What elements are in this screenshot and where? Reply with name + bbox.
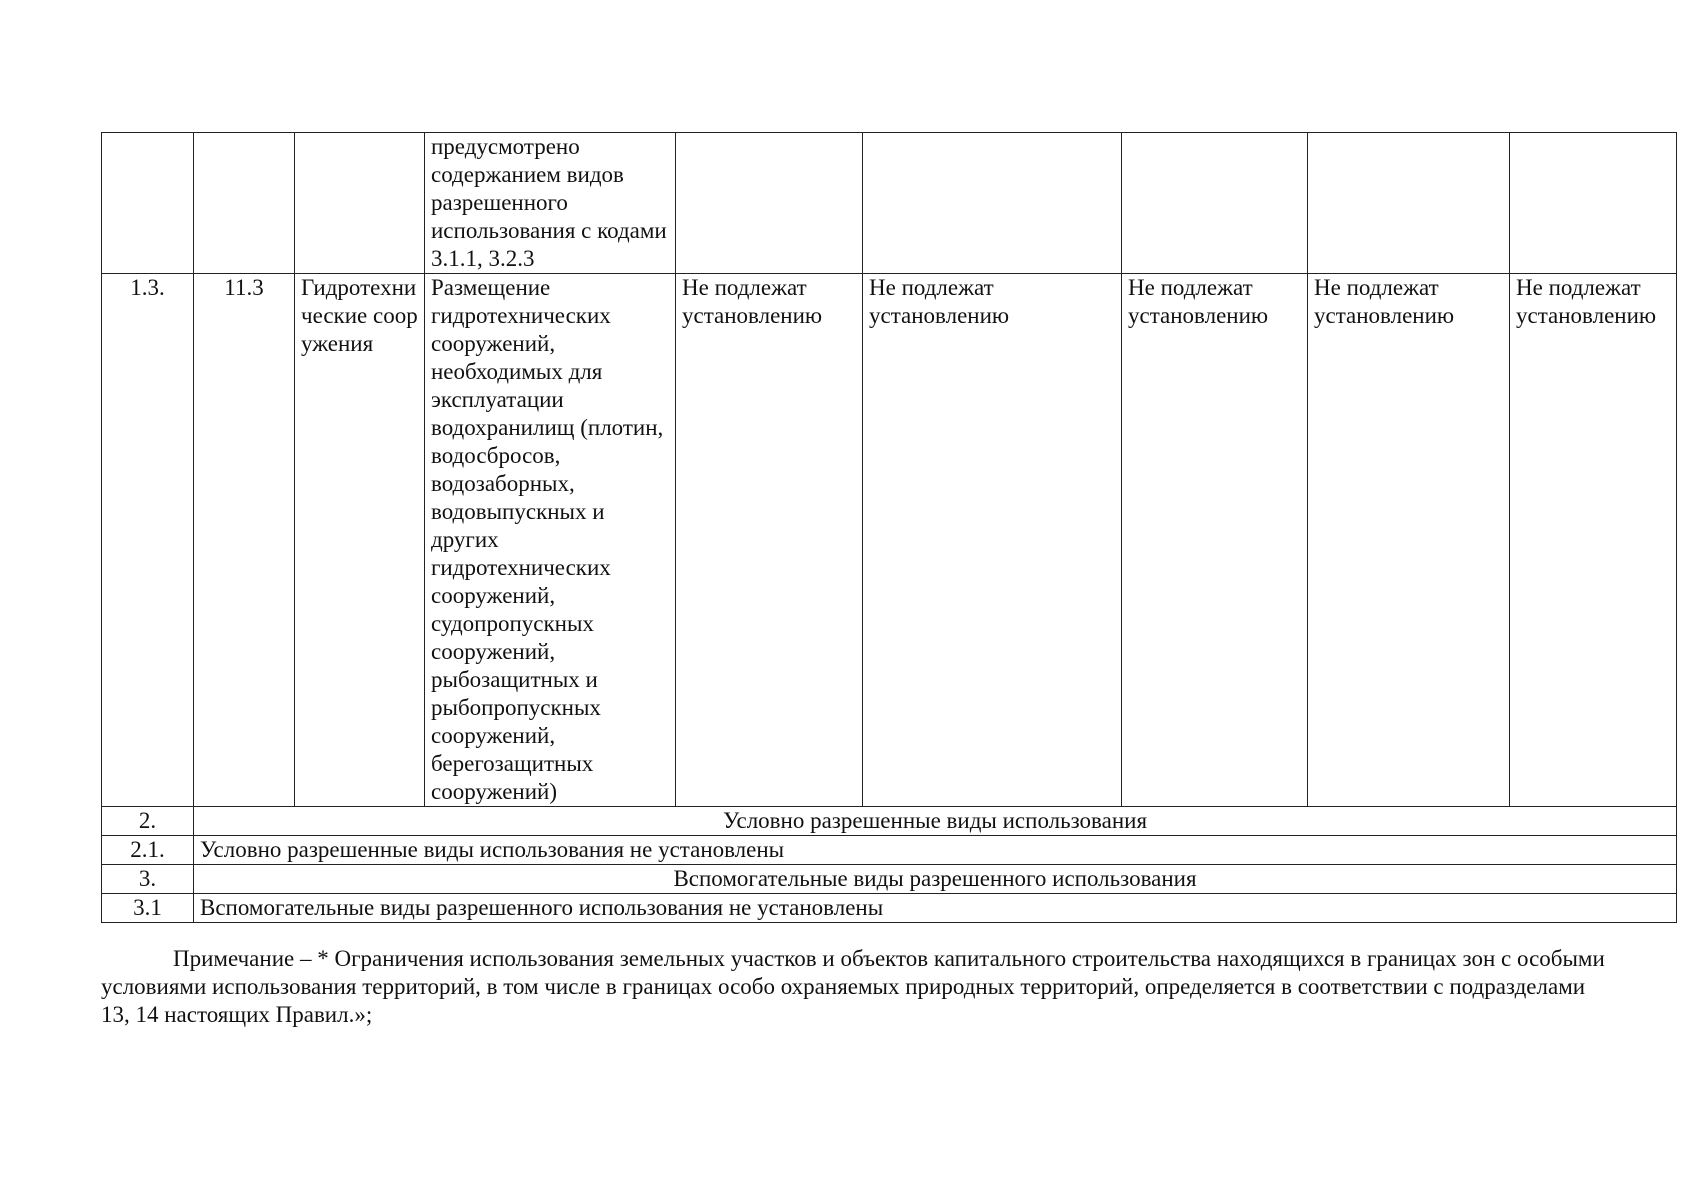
table-cell	[863, 133, 1122, 274]
table-cell	[1122, 133, 1308, 274]
section-number: 2.	[102, 807, 194, 836]
section-number: 3.	[102, 865, 194, 894]
table-cell	[295, 133, 425, 274]
section-row	[102, 807, 1677, 836]
use-description: Размещение гидротехнических сооружений, необходимых для эксплуатации водохранилищ (плотин, водосбросов, водозаборных, водовыпускных и других гидротехнических сооружений, судопропускных сооружений, рыбозащитных и рыбопропускных сооружений, берегозащитных сооружений)	[425, 274, 676, 807]
table-row	[102, 894, 1677, 923]
table-cell: Не подлежат установлению	[1510, 274, 1677, 807]
table-row	[102, 274, 1677, 807]
table-row	[102, 133, 1677, 274]
table-cell: Не подлежат установлению	[1122, 274, 1308, 807]
row-text: Вспомогательные виды разрешенного использования не установлены	[194, 894, 1677, 923]
table-cell	[102, 133, 194, 274]
table-cell: Не подлежат установлению	[863, 274, 1122, 807]
table-cell	[194, 133, 295, 274]
row-number: 2.1.	[102, 836, 194, 865]
table-cell: предусмотрено содержанием видов разрешенного использования с кодами 3.1.1, 3.2.3	[425, 133, 676, 274]
row-number: 1.3.	[102, 274, 194, 807]
row-text: Условно разрешенные виды использования не установлены	[194, 836, 1677, 865]
land-use-table	[101, 132, 1677, 923]
section-title: Условно разрешенные виды использования	[194, 807, 1677, 836]
table-cell: Не подлежат установлению	[676, 274, 863, 807]
table-cell: Не подлежат установлению	[1308, 274, 1510, 807]
use-code: 11.3	[194, 274, 295, 807]
section-title: Вспомогательные виды разрешенного использования	[194, 865, 1677, 894]
table-row	[102, 836, 1677, 865]
table-cell	[1308, 133, 1510, 274]
use-name: Гидротехнические сооружения	[295, 274, 425, 807]
footnote: Примечание – * Ограничения использования земельных участков и объектов капитального строительства находящихся в границах зон с особыми условиями использования территорий, в том числе в границах особо охраняемых природных территорий, определяется в соответствии с подразделами 13, 14 настоящих Правил.»;	[101, 946, 1605, 1027]
table-cell	[1510, 133, 1677, 274]
section-row	[102, 865, 1677, 894]
table-cell	[676, 133, 863, 274]
row-number: 3.1	[102, 894, 194, 923]
